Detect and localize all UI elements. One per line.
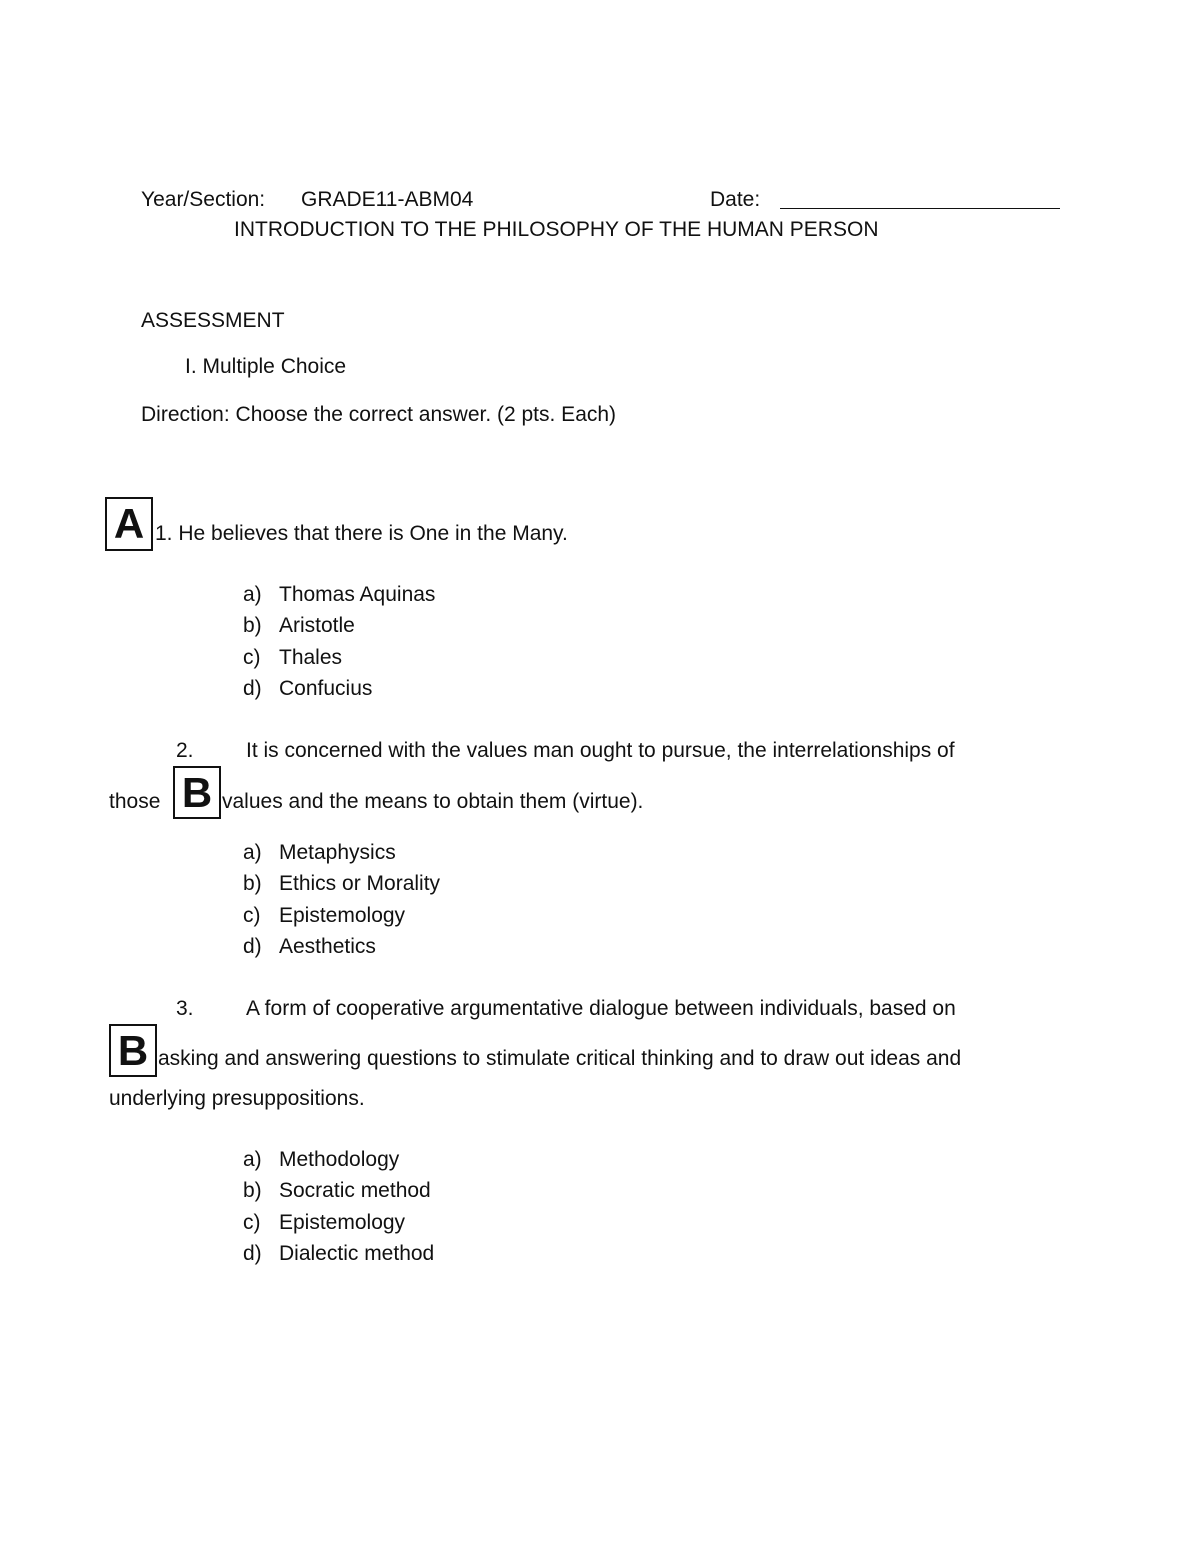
q2-option-c [243, 905, 405, 926]
question-3-number: 3. [176, 997, 194, 1020]
question-3-stem-line1: A form of cooperative argumentative dialogue between individuals, based on [246, 997, 956, 1020]
direction-text: Direction: Choose the correct answer. (2 pts. Each) [141, 403, 617, 426]
question-3-stem-line2: asking and answering questions to stimulate critical thinking and to draw out ideas and [158, 1047, 962, 1070]
q3-option-d [243, 1243, 434, 1264]
option-letter: b) [243, 614, 262, 637]
option-text: Aristotle [279, 614, 355, 637]
option-letter: c) [243, 1211, 261, 1234]
answer-box-q3: B [109, 1024, 157, 1077]
assessment-heading: ASSESSMENT [141, 309, 285, 332]
q1-option-b [243, 615, 355, 636]
answer-box-q2: B [173, 766, 221, 819]
option-text: Socratic method [279, 1179, 431, 1202]
q3-option-a [243, 1149, 399, 1170]
option-letter: b) [243, 872, 262, 895]
q1-option-d [243, 678, 372, 699]
option-letter: a) [243, 583, 262, 606]
year-section-label: Year/Section: [141, 188, 266, 211]
question-1-stem: 1. He believes that there is One in the Many. [155, 522, 568, 545]
option-text: Thomas Aquinas [279, 583, 436, 606]
q1-option-a [243, 584, 435, 605]
option-letter: d) [243, 1242, 262, 1265]
date-blank-line[interactable] [780, 208, 1060, 209]
year-section-value: GRADE11-ABM04 [301, 188, 474, 211]
option-letter: c) [243, 646, 261, 669]
option-text: Aesthetics [279, 935, 376, 958]
q2-option-d [243, 936, 376, 957]
option-text: Ethics or Morality [279, 872, 441, 895]
question-3-stem-line3: underlying presuppositions. [109, 1087, 365, 1110]
q1-option-c [243, 647, 342, 668]
option-text: Epistemology [279, 904, 406, 927]
question-2-stem-post: values and the means to obtain them (virtue). [222, 790, 644, 813]
answer-box-q1: A [105, 497, 153, 551]
q2-option-a [243, 842, 396, 863]
option-letter: b) [243, 1179, 262, 1202]
page-title: INTRODUCTION TO THE PHILOSOPHY OF THE HUMAN PERSON [234, 218, 879, 241]
question-2-stem-pre: those [109, 790, 161, 813]
option-text: Methodology [279, 1148, 400, 1171]
option-letter: d) [243, 935, 262, 958]
question-2-number: 2. [176, 739, 194, 762]
option-text: Thales [279, 646, 343, 669]
option-letter: d) [243, 677, 262, 700]
option-letter: c) [243, 904, 261, 927]
option-letter: a) [243, 841, 262, 864]
q3-option-c [243, 1212, 405, 1233]
question-2-stem-line1: It is concerned with the values man ought to pursue, the interrelationships of [246, 739, 955, 762]
option-letter: a) [243, 1148, 262, 1171]
option-text: Metaphysics [279, 841, 396, 864]
option-text: Dialectic method [279, 1242, 435, 1265]
date-label: Date: [710, 188, 761, 211]
q3-option-b [243, 1180, 431, 1201]
option-text: Epistemology [279, 1211, 406, 1234]
part-title: I. Multiple Choice [185, 355, 347, 378]
option-text: Confucius [279, 677, 373, 700]
q2-option-b [243, 873, 440, 894]
